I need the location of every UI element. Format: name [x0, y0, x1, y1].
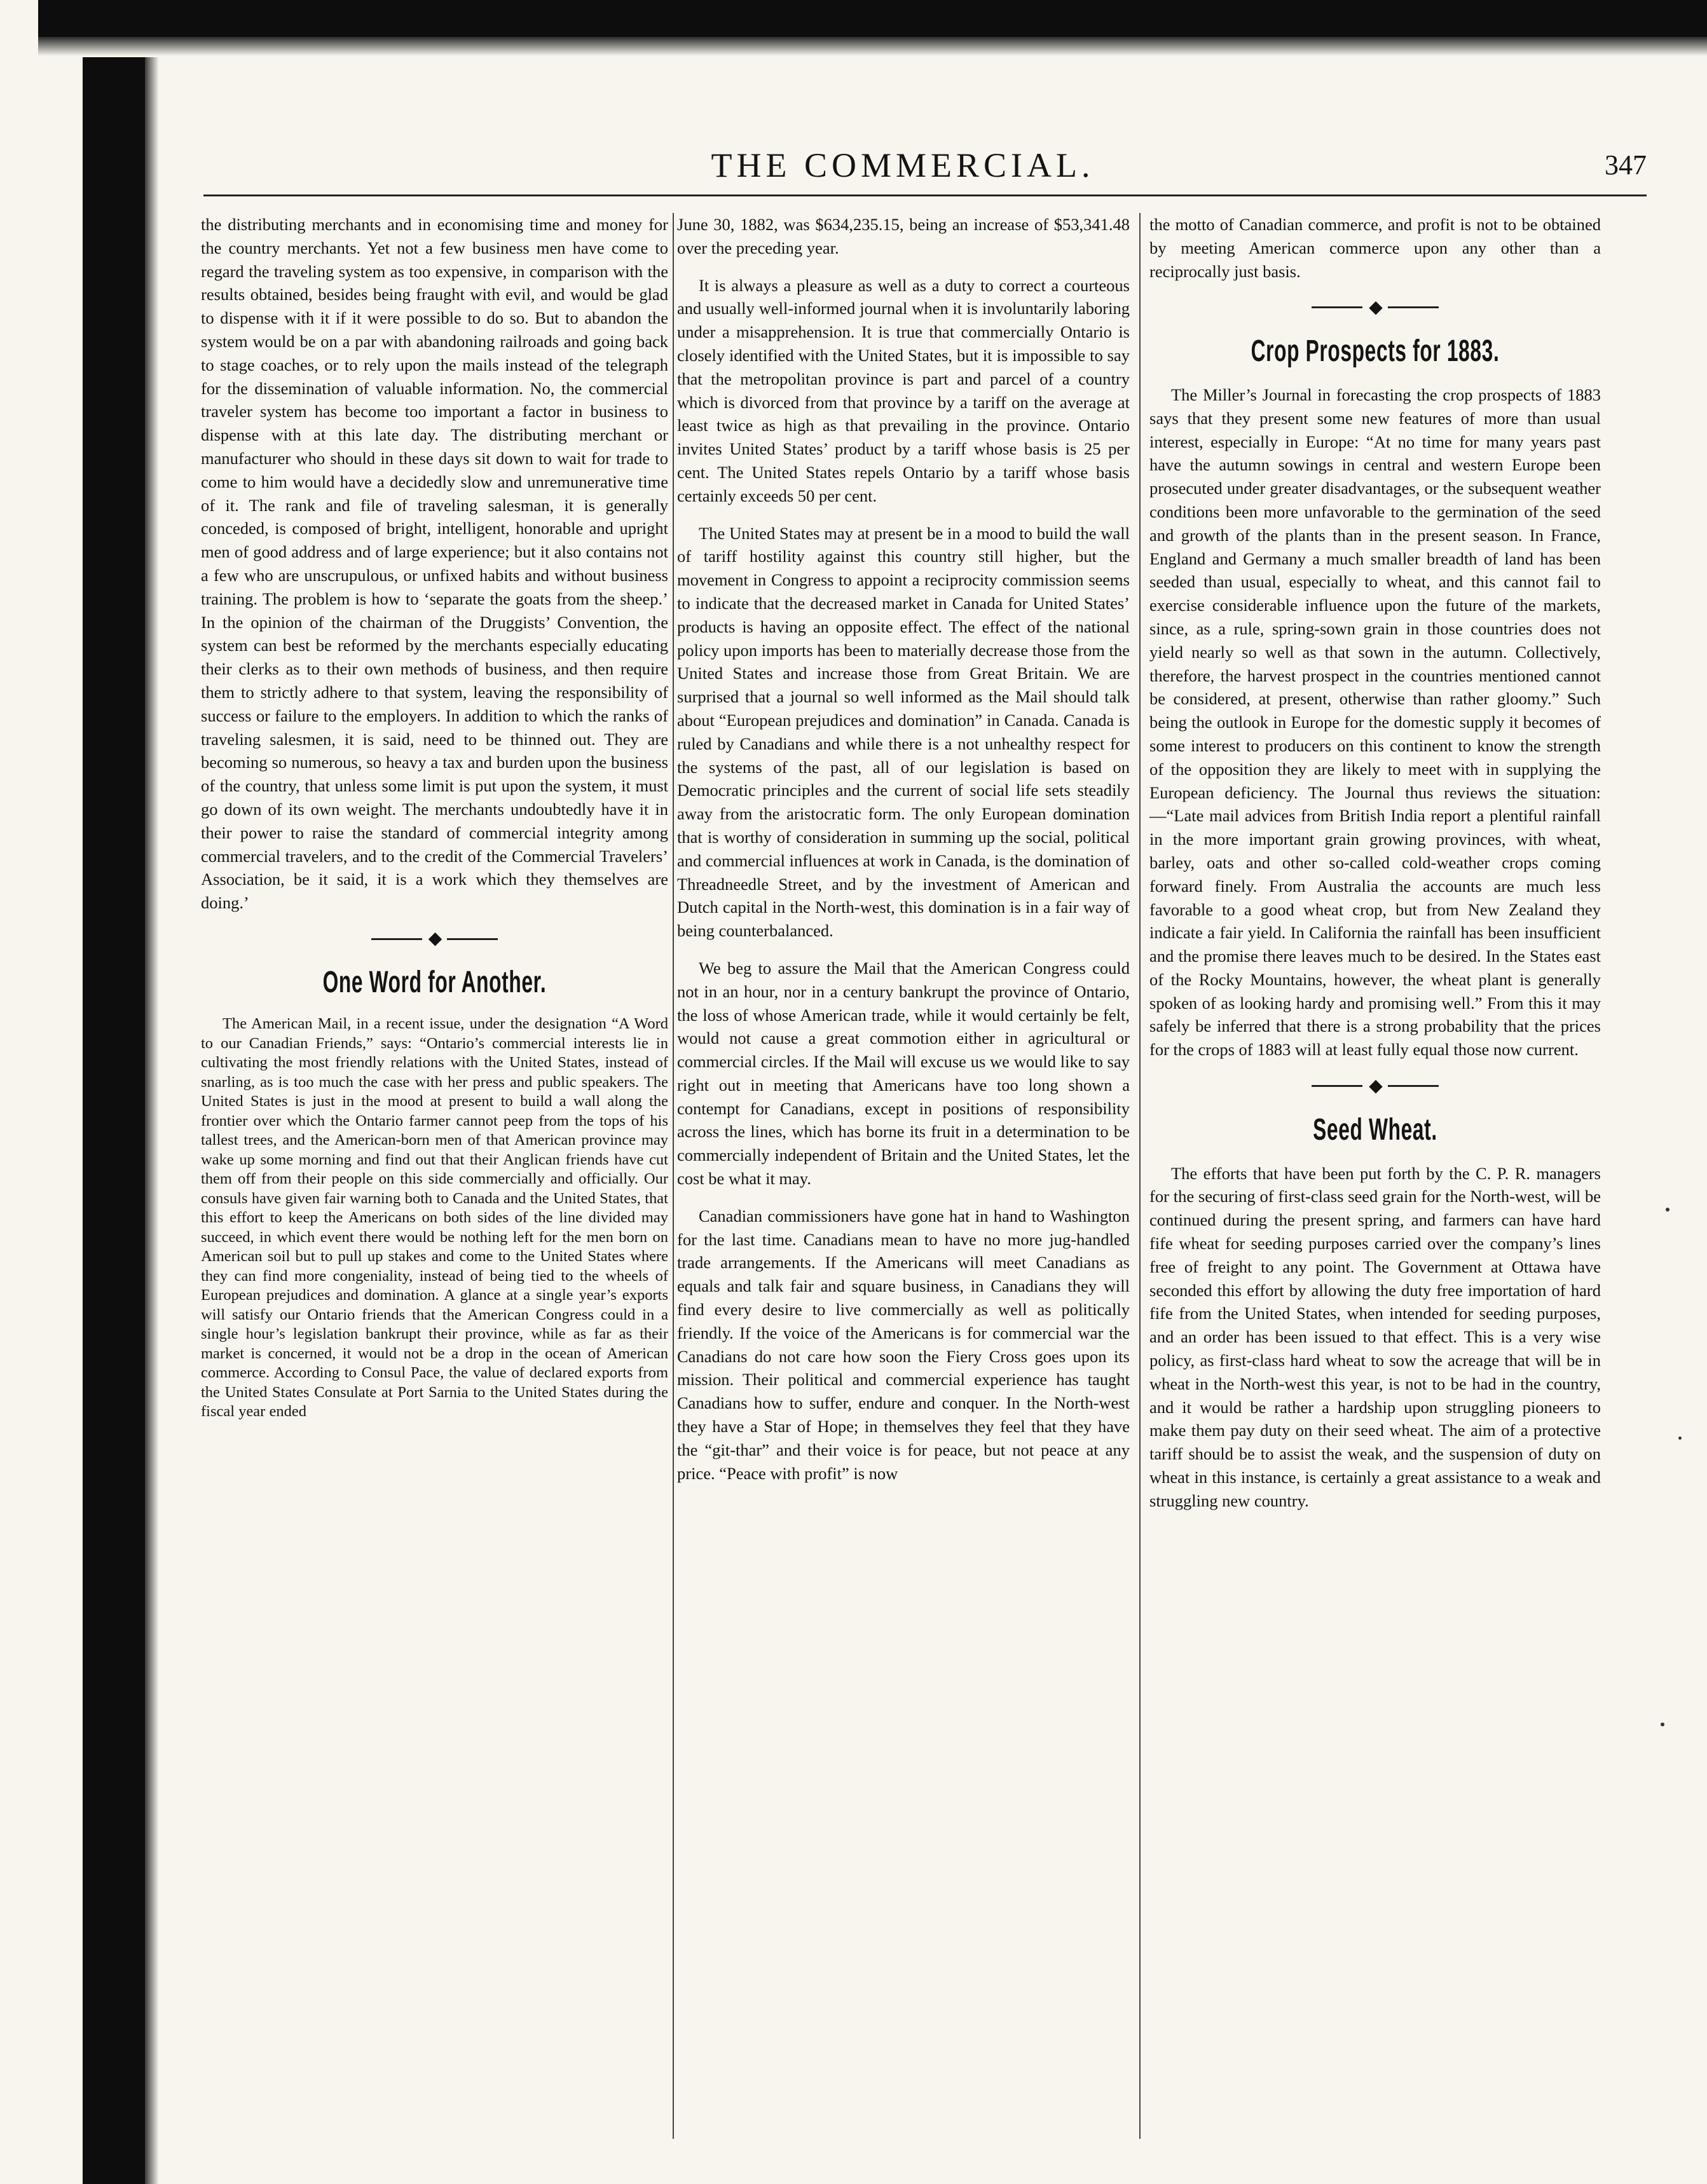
article-text: June 30, 1882, was $634,235.15, being an increase of $53,341.48 over the preceding year.: [677, 215, 1130, 257]
diamond-ornament-icon: ◆: [1369, 1075, 1381, 1096]
scan-speck: [1661, 1723, 1664, 1726]
scan-binding-shadow-fade: [145, 57, 159, 2184]
page-number: 347: [1605, 149, 1647, 181]
article-text: Canadian commissioners have gone hat in hand to Washington for the last time. Canadians mean to have no more jug-handled trade arrangements. If the Americans will meet Canadians as equals and talk fair and square business, in Canadians they will find every desire to live commercially as well as politically friendly. If the voice of the Americans is for commercial war the Canadians do not care how soon the Fiery Cross goes upon its mission. Their political and commercial experience has taught Canadians how to suffer, endure and conquer. In the North-west they have a Star of Hope; in themselves they feel that they have the “git-thar” and their voice is for peace, but not peace at any price. “Peace with profit” is now: [677, 1206, 1130, 1483]
scan-top-shadow-fade: [38, 37, 1707, 56]
scan-speck: [1666, 1208, 1669, 1211]
diamond-ornament-icon: ◆: [428, 929, 441, 949]
article-text: It is always a pleasure as well as a duty to correct a courteous and usually well-informed journal when it is involuntarily laboring under a misapprehension. It is true that commercially Ontario is closely identified with the United States, but it is impossible to say that the metropolitan province is part and parcel of a country which is divorced from that province by a tariff on the average at least twice as high as that prevailing in the province. Ontario invites United States’ product by a tariff whose basis is 25 per cent. The United States repels Ontario by a tariff whose basis certainly exceeds 50 per cent.: [677, 275, 1130, 505]
article-text: We beg to assure the Mail that the American Congress could not in an hour, nor in a century bankrupt the province of Ontario, the loss of whose American trade, while it would certainly be felt, would not cause a great commotion either in agricultural or commercial circles. If the Mail will excuse us we would like to say right out in meeting that Americans have too long shown a contempt for Canadians, except in positions of responsibility across the lines, which has borne its fruit in a determination to be commercially independent of Britain and the United States, let the cost be what it may.: [677, 958, 1130, 1189]
column-3: [1149, 213, 1601, 1527]
article-text: The American Mail, in a recent issue, under the designation “A Word to our Canadian Friends,” says: “Ontario’s commercial interests lie in cultivating the most friendly relations with the United States, instead of snarling, as is too much the case with her press and public speakers. The United States is just in the mood at present to build a wall along the frontier over which the Ontario farmer cannot peep from the tops of his tallest trees, and the American-born men of that American province may wake up some morning and find out that their Anglican friends have cut them off from their people on this side commercially and officially. Our consuls have given fair warning both to Canada and the United States, that this effort to keep the Americans on both sides of the line divided may succeed, in which event there would be nothing left for the men born on American soil but to pull up stakes and come to the United States where they can find more congeniality, instead of being tied to the wheels of European prejudices and domination. A glance at a single year’s exports will satisfy our Ontario friends that the American Congress could in a single hour’s legislation bankrupt their province, while as far as their market is concerned, it would not be a drop in the ocean of American commerce. According to Consul Pace, the value of declared exports from the United States Consulate at Port Sarnia to the United States during the fiscal year ended: [201, 1015, 668, 1421]
section-ornament: [1149, 1075, 1601, 1096]
scan-speck: [1678, 1437, 1682, 1440]
article-heading: One Word for Another.: [322, 966, 547, 1000]
column-2: [677, 213, 1130, 1499]
masthead-rule: [203, 195, 1647, 196]
column-divider: [1139, 213, 1141, 2139]
article-heading: Crop Prospects for 1883.: [1251, 334, 1500, 368]
article-heading: Seed Wheat.: [1313, 1112, 1437, 1147]
column-1: [201, 213, 668, 1436]
scan-binding-shadow: [83, 57, 145, 2184]
article-text: The Miller’s Journal in forecasting the crop prospects of 1883 says that they present some new features of more than usual interest, especially in Europe: “At no time for many years past have the autumn sowings in central and western Europe been prosecuted under greater disadvantages, or the subsequent weather conditions been more unfavorable to the germination of the seed and growth of the plants than in the present season. In France, England and Germany a much smaller breadth of land has been seeded than usual, especially to wheat, and this cannot fail to exercise considerable influence upon the future of the markets, since, as a rule, spring-sown grain in those countries does not yield nearly so well as that sown in the autumn. Collectively, therefore, the harvest prospect in the countries mentioned cannot be considered, at present, otherwise than rather gloomy.” Such being the outlook in Europe for the domestic supply it becomes of some interest to producers on this continent to know the strength of the opposition they are likely to meet with in supplying the European deficiency. The Journal thus reviews the situation:—“Late mail advices from British India report a plentiful rainfall in the more important grain growing provinces, with wheat, barley, oats and other so-called cold-weather crops coming forward finely. From Australia the accounts are much less favorable to a good wheat crop, but from New Zealand they indicate a fair yield. In California the rainfall has been insufficient and the promise there leaves much to be desired. In the States east of the Rocky Mountains, however, the wheat plant is generally spoken of as looking hardy and promising well.” From this it may safely be inferred that there is a strong probability that the prices for the crops of 1883 will at least fully equal those now current.: [1149, 385, 1601, 1060]
article-text: The efforts that have been put forth by the C. P. R. managers for the securing of first-class seed grain for the North-west, will be continued during the present spring, and farmers can have hard fife wheat for seeding purposes carried over the company’s lines free of freight to any point. The Government at Ottawa have seconded this effort by allowing the duty free importation of hard fife from the United States, when intended for seeding purposes, and an order has been issued to that effect. This is a very wise policy, as first-class hard wheat to sow the acreage that will be in wheat in the North-west this year, is not to be had in the country, and it would be rather a hardship upon struggling pioneers to make them pay duty on their seed wheat. The aim of a protective tariff should be to assist the weak, and the suspension of duty on wheat in this instance, is certainly a great assistance to a weak and struggling new country.: [1149, 1163, 1601, 1510]
article-text: the motto of Canadian commerce, and profit is not to be obtained by meeting American commerce upon any other than a reciprocally just basis.: [1149, 215, 1601, 281]
article-text: The United States may at present be in a mood to build the wall of tariff hostility against this country still higher, but the movement in Congress to appoint a reciprocity commission seems to indicate that the decreased market in Canada for United States’ products is having an opposite effect. The effect of the national policy upon imports has been to materially decrease those from the United States and increase those from Great Britain. We are surprised that a journal so well informed as the Mail should talk about “European prejudices and domination” in Canada. Canada is ruled by Canadians and while there is a not unhealthy respect for the systems of the past, all of our legislation is based on Democratic principles and the current of social life sets steadily away from the aristocratic form. The only European domination that is worthy of consideration in summing up the social, political and commercial influences at work in Canada, is the domination of Threadneedle Street, and by the investment of American and Dutch capital in the North-west, this domination is in a fair way of being counterbalanced.: [677, 523, 1130, 941]
scan-top-shadow: [38, 0, 1707, 37]
column-divider: [673, 213, 674, 2139]
newspaper-title: THE COMMERCIAL.: [711, 146, 1095, 184]
article-text: the distributing merchants and in economising time and money for the country merchants. Yet not a few business men have come to regard the traveling system as too expensive, in comparison with the results obtained, besides being fraught with evil, and would be glad to dispense with it if it were possible to do so. But to abandon the system would be on a par with abandoning railroads and going back to stage coaches, or to rely upon the mails instead of the telegraph for the dissemination of valuable information. No, the commercial traveler system has become too important a factor in business to dispense with at this late day. The distributing merchant or manufacturer who should in these days sit down to wait for trade to come to him would have a decidedly slow and unremunerative time of it. The rank and file of traveling salesman, it is generally conceded, is composed of bright, intelligent, honorable and upright men of good address and of large experience; but it also contains not a few who are unscrupulous, or unfixed habits and without business training. The problem is how to ‘separate the goats from the sheep.’ In the opinion of the chairman of the Druggists’ Convention, the system can best be reformed by the merchants especially educating their clerks as to their own methods of business, and then require them to strictly adhere to that system, leaving the responsibility of success or failure to the employers. In addition to which the ranks of traveling salesmen, it is said, need to be thinned out. They are becoming so numerous, so heavy a tax and burden upon the business of the country, that unless some limit is put upon the system, it must go down of its own weight. The merchants undoubtedly have it in their power to raise the standard of commercial integrity among commercial travelers, and to the credit of the Commercial Travelers’ Association, be it said, it is a work which they themselves are doing.’: [201, 215, 668, 913]
section-ornament: [1149, 297, 1601, 317]
masthead: [0, 146, 1707, 184]
diamond-ornament-icon: ◆: [1369, 297, 1381, 317]
section-ornament: [201, 929, 668, 949]
